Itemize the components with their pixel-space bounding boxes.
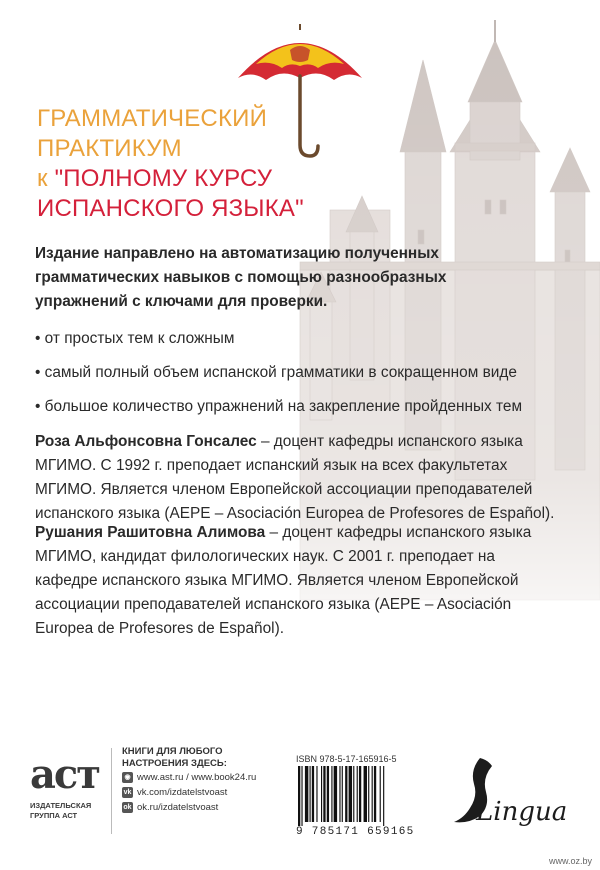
- globe-icon: ◉: [122, 772, 133, 783]
- author-bio-line: испанского языка (AEPE – Asociación Europea de Profesores de Español).: [35, 505, 555, 522]
- title-line-2: ПРАКТИКУМ: [37, 135, 182, 162]
- book-title: [37, 104, 337, 224]
- ast-logo: [30, 751, 102, 821]
- barcode-bar: [310, 766, 311, 822]
- books-heading: КНИГИ ДЛЯ ЛЮБОГО: [122, 746, 223, 757]
- title-line-4: ИСПАНСКОГО ЯЗЫКА": [37, 195, 304, 222]
- author-bio-line: МГИМО, кандидат филологических наук. С 2001 г. преподает на: [35, 548, 495, 565]
- barcode-bar: [368, 766, 369, 822]
- books-heading: НАСТРОЕНИЯ ЗДЕСЬ:: [122, 758, 227, 769]
- ok-text: ok.ru/izdatelstvoast: [137, 802, 219, 813]
- lingua-wordmark: Lingua: [476, 797, 568, 827]
- author-name: Роза Альфонсовна Гонсалес: [35, 433, 257, 450]
- barcode-image: [296, 766, 426, 826]
- barcode-bar: [321, 766, 322, 822]
- intro-line: Издание направлено на автоматизацию полученных: [35, 245, 439, 262]
- vk-link[interactable]: [122, 785, 292, 800]
- barcode-bar: [342, 766, 343, 822]
- title-prefix: к: [37, 165, 48, 192]
- site-link[interactable]: [122, 770, 292, 785]
- barcode-bar: [345, 766, 347, 822]
- site-text: www.ast.ru / www.book24.ru: [137, 772, 257, 783]
- bullet-item: • самый полный объем испанской грамматики в сокращенном виде: [35, 364, 517, 381]
- barcode-number: 9 785171 659165: [296, 826, 415, 838]
- barcode-bar: [383, 766, 384, 826]
- barcode-bar: [298, 766, 300, 826]
- title-line-3: "ПОЛНОМУ КУРСУ: [54, 165, 273, 192]
- barcode-bar: [359, 766, 361, 822]
- author-bio-text: – доцент кафедры испанского языка: [256, 433, 523, 450]
- vk-text: vk.com/izdatelstvoast: [137, 787, 228, 798]
- barcode-bar: [349, 766, 352, 822]
- divider: [111, 748, 112, 834]
- logo-caption-line: ГРУППА АСТ: [30, 811, 78, 820]
- barcode-bar: [372, 766, 373, 822]
- barcode-bar: [374, 766, 376, 822]
- barcode-bar: [334, 766, 337, 822]
- barcode-bar: [323, 766, 325, 822]
- author-bio-1: [35, 430, 575, 526]
- barcode-bar: [364, 766, 367, 822]
- logo-caption-line: ИЗДАТЕЛЬСКАЯ: [30, 801, 92, 810]
- ok-icon: ok: [123, 804, 132, 811]
- watermark: www.oz.by: [548, 856, 592, 866]
- barcode-bar: [316, 766, 317, 822]
- footer: [0, 740, 600, 870]
- title-line-1: ГРАММАТИЧЕСКИЙ: [37, 105, 268, 132]
- barcode-bar: [327, 766, 329, 822]
- bullet-item: • от простых тем к сложным: [35, 330, 235, 347]
- barcode-bar: [380, 766, 381, 822]
- isbn-text: ISBN 978-5-17-165916-5: [296, 754, 397, 764]
- intro-line: упражнений с ключами для проверки.: [35, 293, 328, 310]
- author-bio-line: МГИМО. Является членом Европейской ассоциации преподавателей: [35, 481, 533, 498]
- author-bio-2: [35, 521, 575, 641]
- lingua-logo: [440, 750, 570, 840]
- barcode-bar: [312, 766, 314, 822]
- vk-icon: vk: [123, 789, 132, 796]
- author-bio-text: – доцент кафедры испанского языка: [265, 524, 532, 541]
- intro-paragraph: [35, 242, 575, 314]
- author-bio-line: Europea de Profesores de Español).: [35, 620, 284, 637]
- barcode-bar: [331, 766, 332, 822]
- barcode-bar: [357, 766, 358, 822]
- author-name: Рушания Рашитовна Алимова: [35, 524, 266, 541]
- publisher-info: [122, 746, 292, 815]
- barcode-bar: [305, 766, 308, 822]
- bullet-item: • большое количество упражнений на закрепление пройденных тем: [35, 398, 523, 415]
- barcode-bar: [301, 766, 302, 826]
- author-bio-line: кафедре испанского языка МГИМО. Является членом Европейской: [35, 572, 519, 589]
- intro-line: грамматических навыков с помощью разнообразных: [35, 269, 447, 286]
- barcode-bar: [339, 766, 340, 822]
- author-bio-line: ассоциации преподавателей испанского языка (AEPE – Asociación: [35, 596, 512, 613]
- ok-link[interactable]: [122, 800, 292, 815]
- ast-logo-mark: аст: [30, 751, 100, 798]
- ast-logo-caption: [30, 801, 102, 821]
- barcode-bar: [353, 766, 354, 822]
- author-bio-line: МГИМО. С 1992 г. преподает испанский язык на всех факультетах: [35, 457, 508, 474]
